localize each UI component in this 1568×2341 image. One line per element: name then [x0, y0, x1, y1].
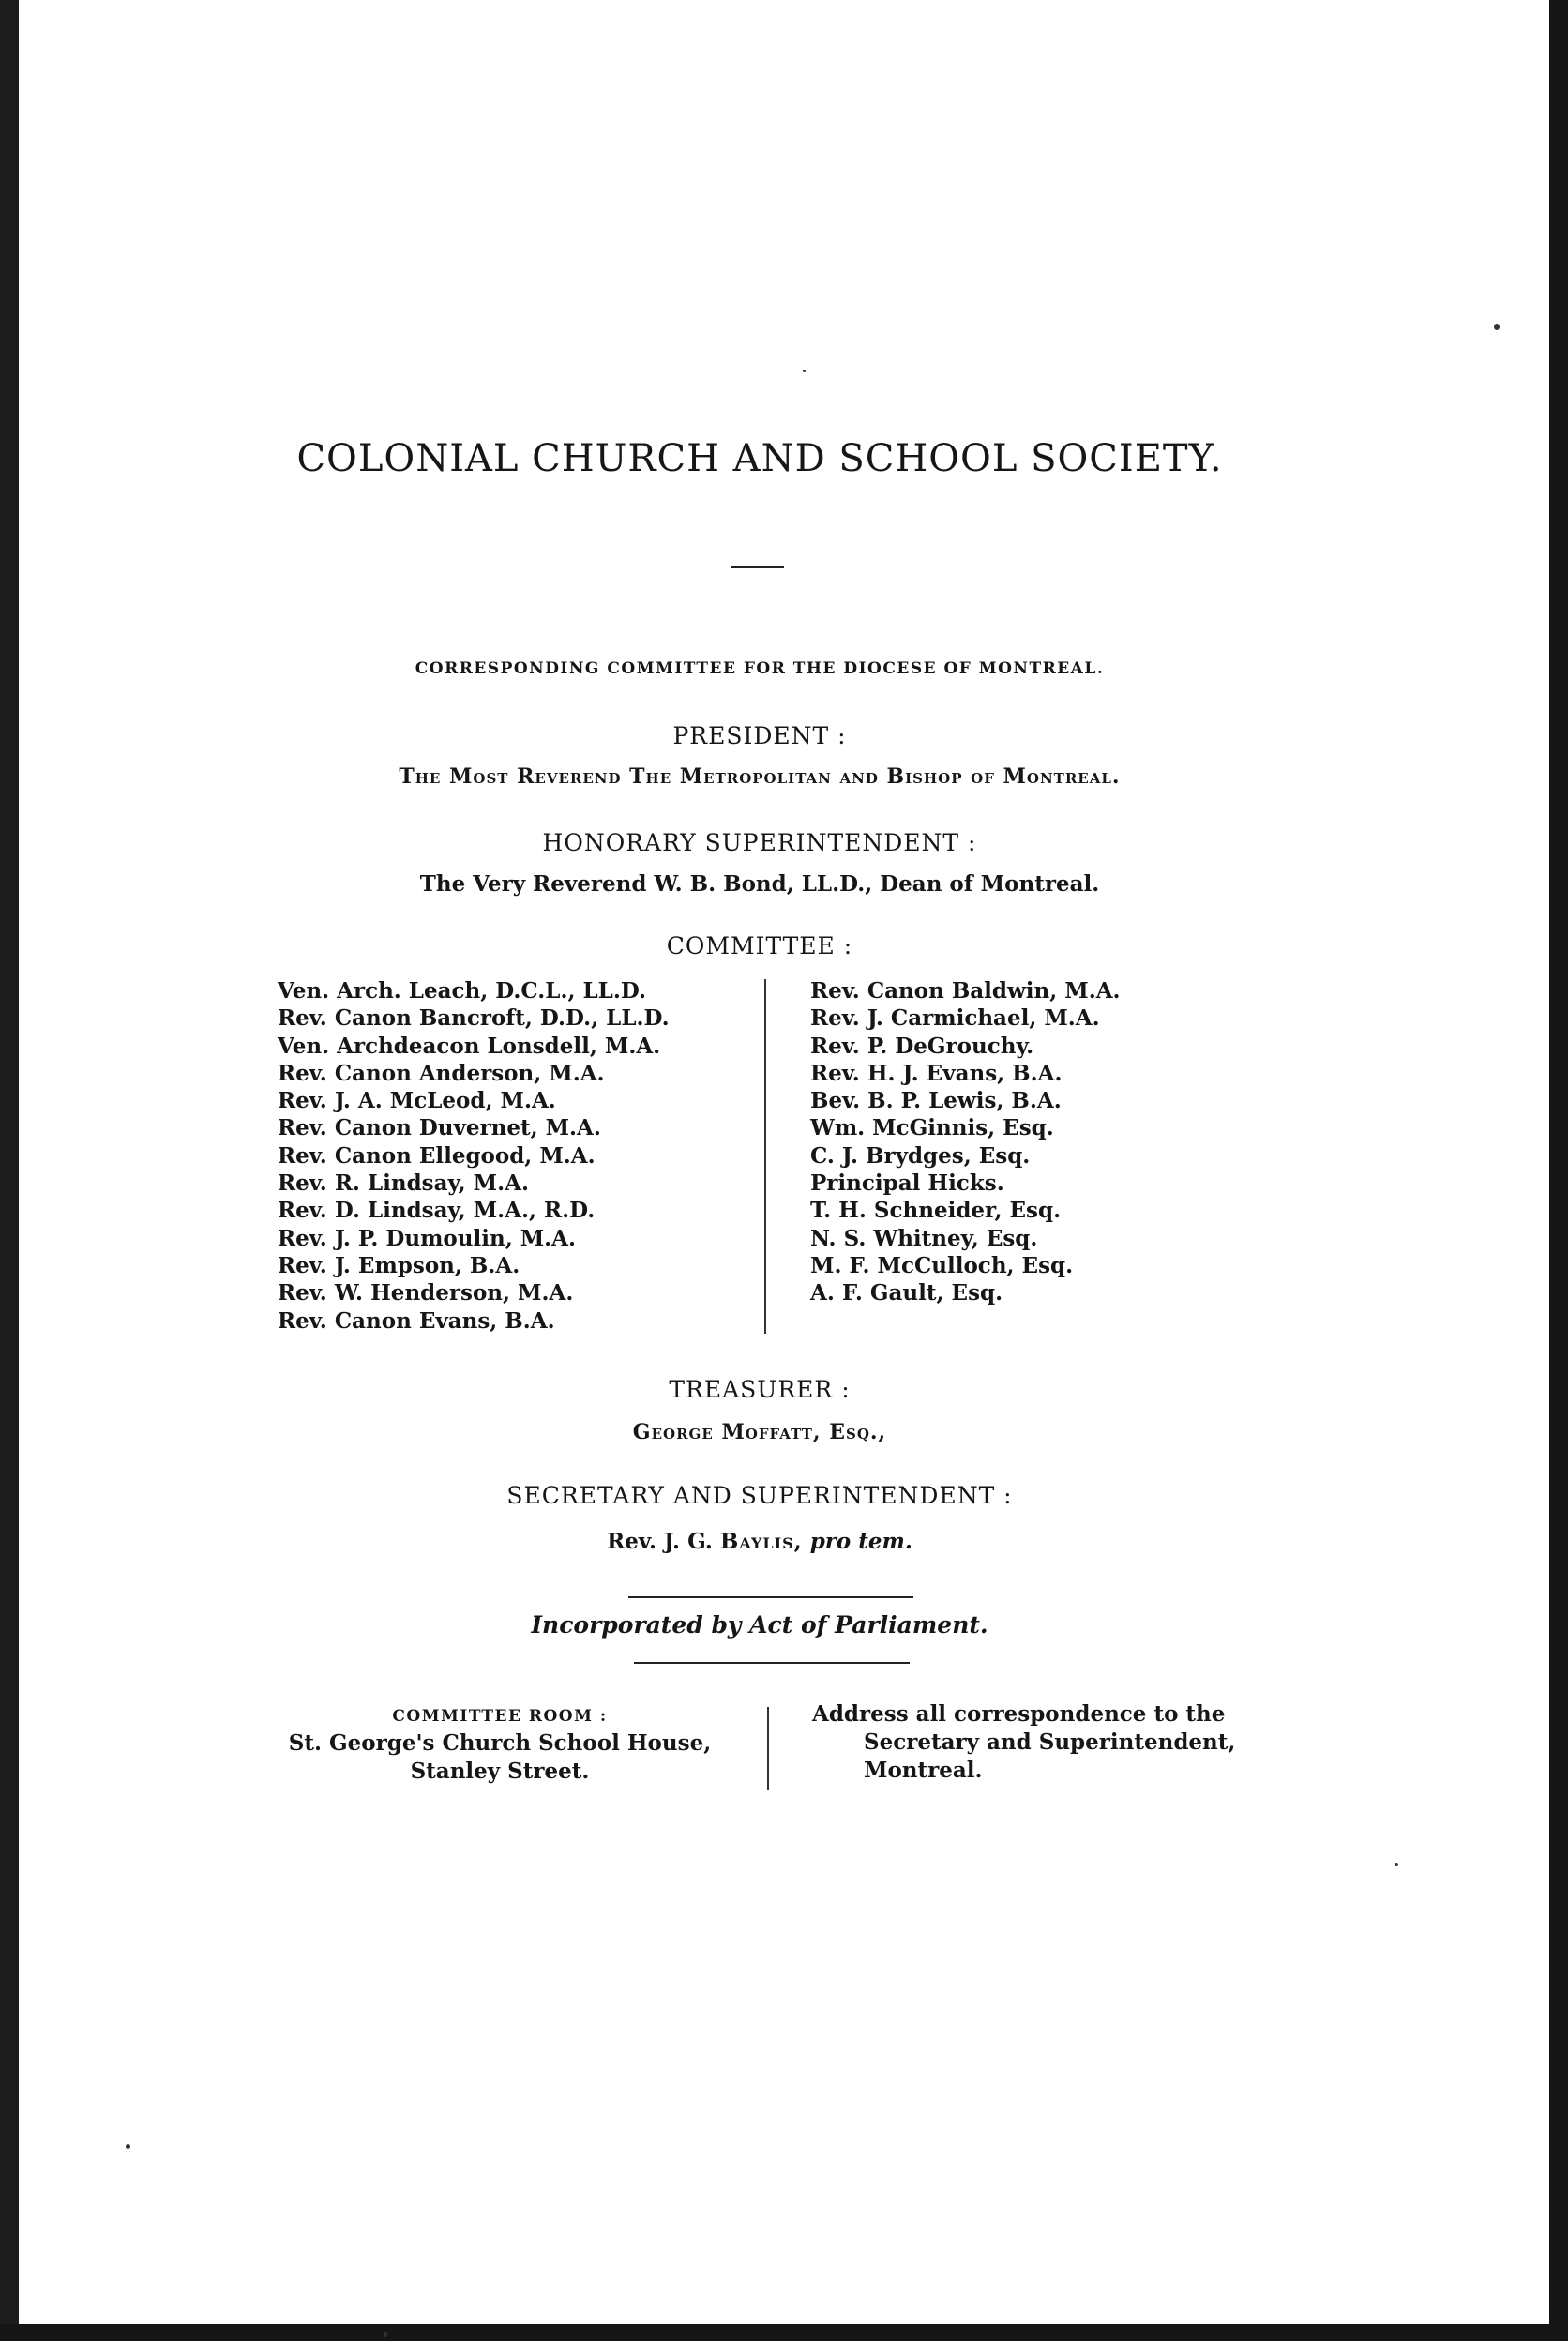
address-line: Secretary and Superintendent, — [864, 1729, 1236, 1755]
committee-member: Rev. J. Carmichael, M.A. — [810, 1005, 1100, 1032]
incorporated-notice: Incorporated by Act of Parliament. — [531, 1611, 988, 1639]
scan-border-right — [1549, 0, 1568, 2341]
scan-speck — [1395, 1863, 1398, 1866]
committee-column-divider — [764, 979, 766, 1334]
committee-member: Rev. R. Lindsay, M.A. — [278, 1170, 530, 1197]
committee-member: Principal Hicks. — [810, 1170, 1004, 1197]
committee-member: Rev. P. DeGrouchy. — [810, 1033, 1034, 1059]
title-rule — [731, 566, 784, 568]
scan-speck — [803, 370, 806, 372]
scan-border-left — [0, 0, 19, 2341]
honorary-superintendent-name: The Very Reverend W. B. Bond, LL.D., Dean of Montreal. — [419, 871, 1100, 897]
committee-member: Rev. W. Henderson, M.A. — [278, 1280, 574, 1306]
committee-member: Rev. D. Lindsay, M.A., R.D. — [278, 1198, 596, 1224]
secretary-name — [0, 1529, 1519, 1554]
scan-speck — [384, 2332, 387, 2337]
address-block — [812, 1700, 1235, 1785]
committee-list-left — [278, 977, 670, 1335]
committee-member: Ven. Arch. Leach, D.C.L., LL.D. — [278, 978, 646, 1004]
committee-room-block — [272, 1703, 728, 1786]
honorary-superintendent-heading: HONORARY SUPERINTENDENT : — [542, 829, 977, 856]
committee-member: Rev. Canon Duvernet, M.A. — [278, 1115, 601, 1141]
president-name: The Most Reverend The Metropolitan and Bishop of Montreal. — [399, 764, 1121, 789]
committee-member: C. J. Brydges, Esq. — [810, 1142, 1031, 1169]
committee-member: Rev. Canon Evans, B.A. — [278, 1307, 555, 1334]
secretary-surname: Baylis, — [719, 1529, 803, 1554]
committee-member: T. H. Schneider, Esq. — [810, 1198, 1062, 1224]
committee-member: Rev. H. J. Evans, B.A. — [810, 1060, 1063, 1086]
committee-member: A. F. Gault, Esq. — [810, 1280, 1003, 1306]
committee-list-right — [810, 977, 1121, 1307]
address-line: Montreal. — [864, 1758, 983, 1783]
footer-column-divider — [767, 1707, 769, 1790]
scan-speck — [126, 2144, 130, 2149]
corresponding-committee-heading: CORRESPONDING COMMITTEE FOR THE DIOCESE OF MONTREAL. — [415, 659, 1105, 678]
committee-member: Bev. B. P. Lewis, B.A. — [810, 1088, 1062, 1114]
president-heading: PRESIDENT : — [672, 722, 847, 749]
page-title: COLONIAL CHURCH AND SCHOOL SOCIETY. — [296, 437, 1223, 480]
committee-member: Rev. Canon Anderson, M.A. — [278, 1060, 605, 1086]
committee-member: Rev. Canon Baldwin, M.A. — [810, 978, 1121, 1004]
committee-member: Rev. J. A. McLeod, M.A. — [278, 1088, 556, 1114]
scan-speck — [1494, 324, 1500, 330]
committee-member: Ven. Archdeacon Lonsdell, M.A. — [278, 1033, 661, 1059]
committee-member: Rev. Canon Bancroft, D.D., LL.D. — [278, 1005, 670, 1032]
treasurer-name: George Moffatt, Esq., — [632, 1420, 887, 1444]
committee-room-line: Stanley Street. — [410, 1759, 590, 1784]
committee-room-label: COMMITTEE ROOM : — [392, 1707, 608, 1726]
committee-member: Rev. J. P. Dumoulin, M.A. — [278, 1225, 577, 1251]
scan-border-bottom — [0, 2324, 1568, 2341]
committee-member: Rev. Canon Ellegood, M.A. — [278, 1142, 596, 1169]
committee-member: M. F. McCulloch, Esq. — [810, 1252, 1074, 1278]
secretary-heading: SECRETARY AND SUPERINTENDENT : — [506, 1482, 1013, 1509]
committee-member: Rev. J. Empson, B.A. — [278, 1252, 520, 1278]
treasurer-heading: TREASURER : — [669, 1376, 851, 1403]
secretary-name-prefix: Rev. J. G. — [607, 1529, 720, 1554]
incorporated-rule-bottom — [634, 1662, 910, 1664]
committee-member: Wm. McGinnis, Esq. — [810, 1115, 1054, 1141]
committee-member: N. S. Whitney, Esq. — [810, 1225, 1038, 1251]
address-line: Address all correspondence to the — [812, 1701, 1226, 1727]
incorporated-rule-top — [628, 1596, 913, 1598]
secretary-name-suffix: pro tem. — [809, 1529, 912, 1554]
committee-heading: COMMITTEE : — [666, 932, 853, 959]
committee-room-line: St. George's Church School House, — [288, 1730, 712, 1756]
